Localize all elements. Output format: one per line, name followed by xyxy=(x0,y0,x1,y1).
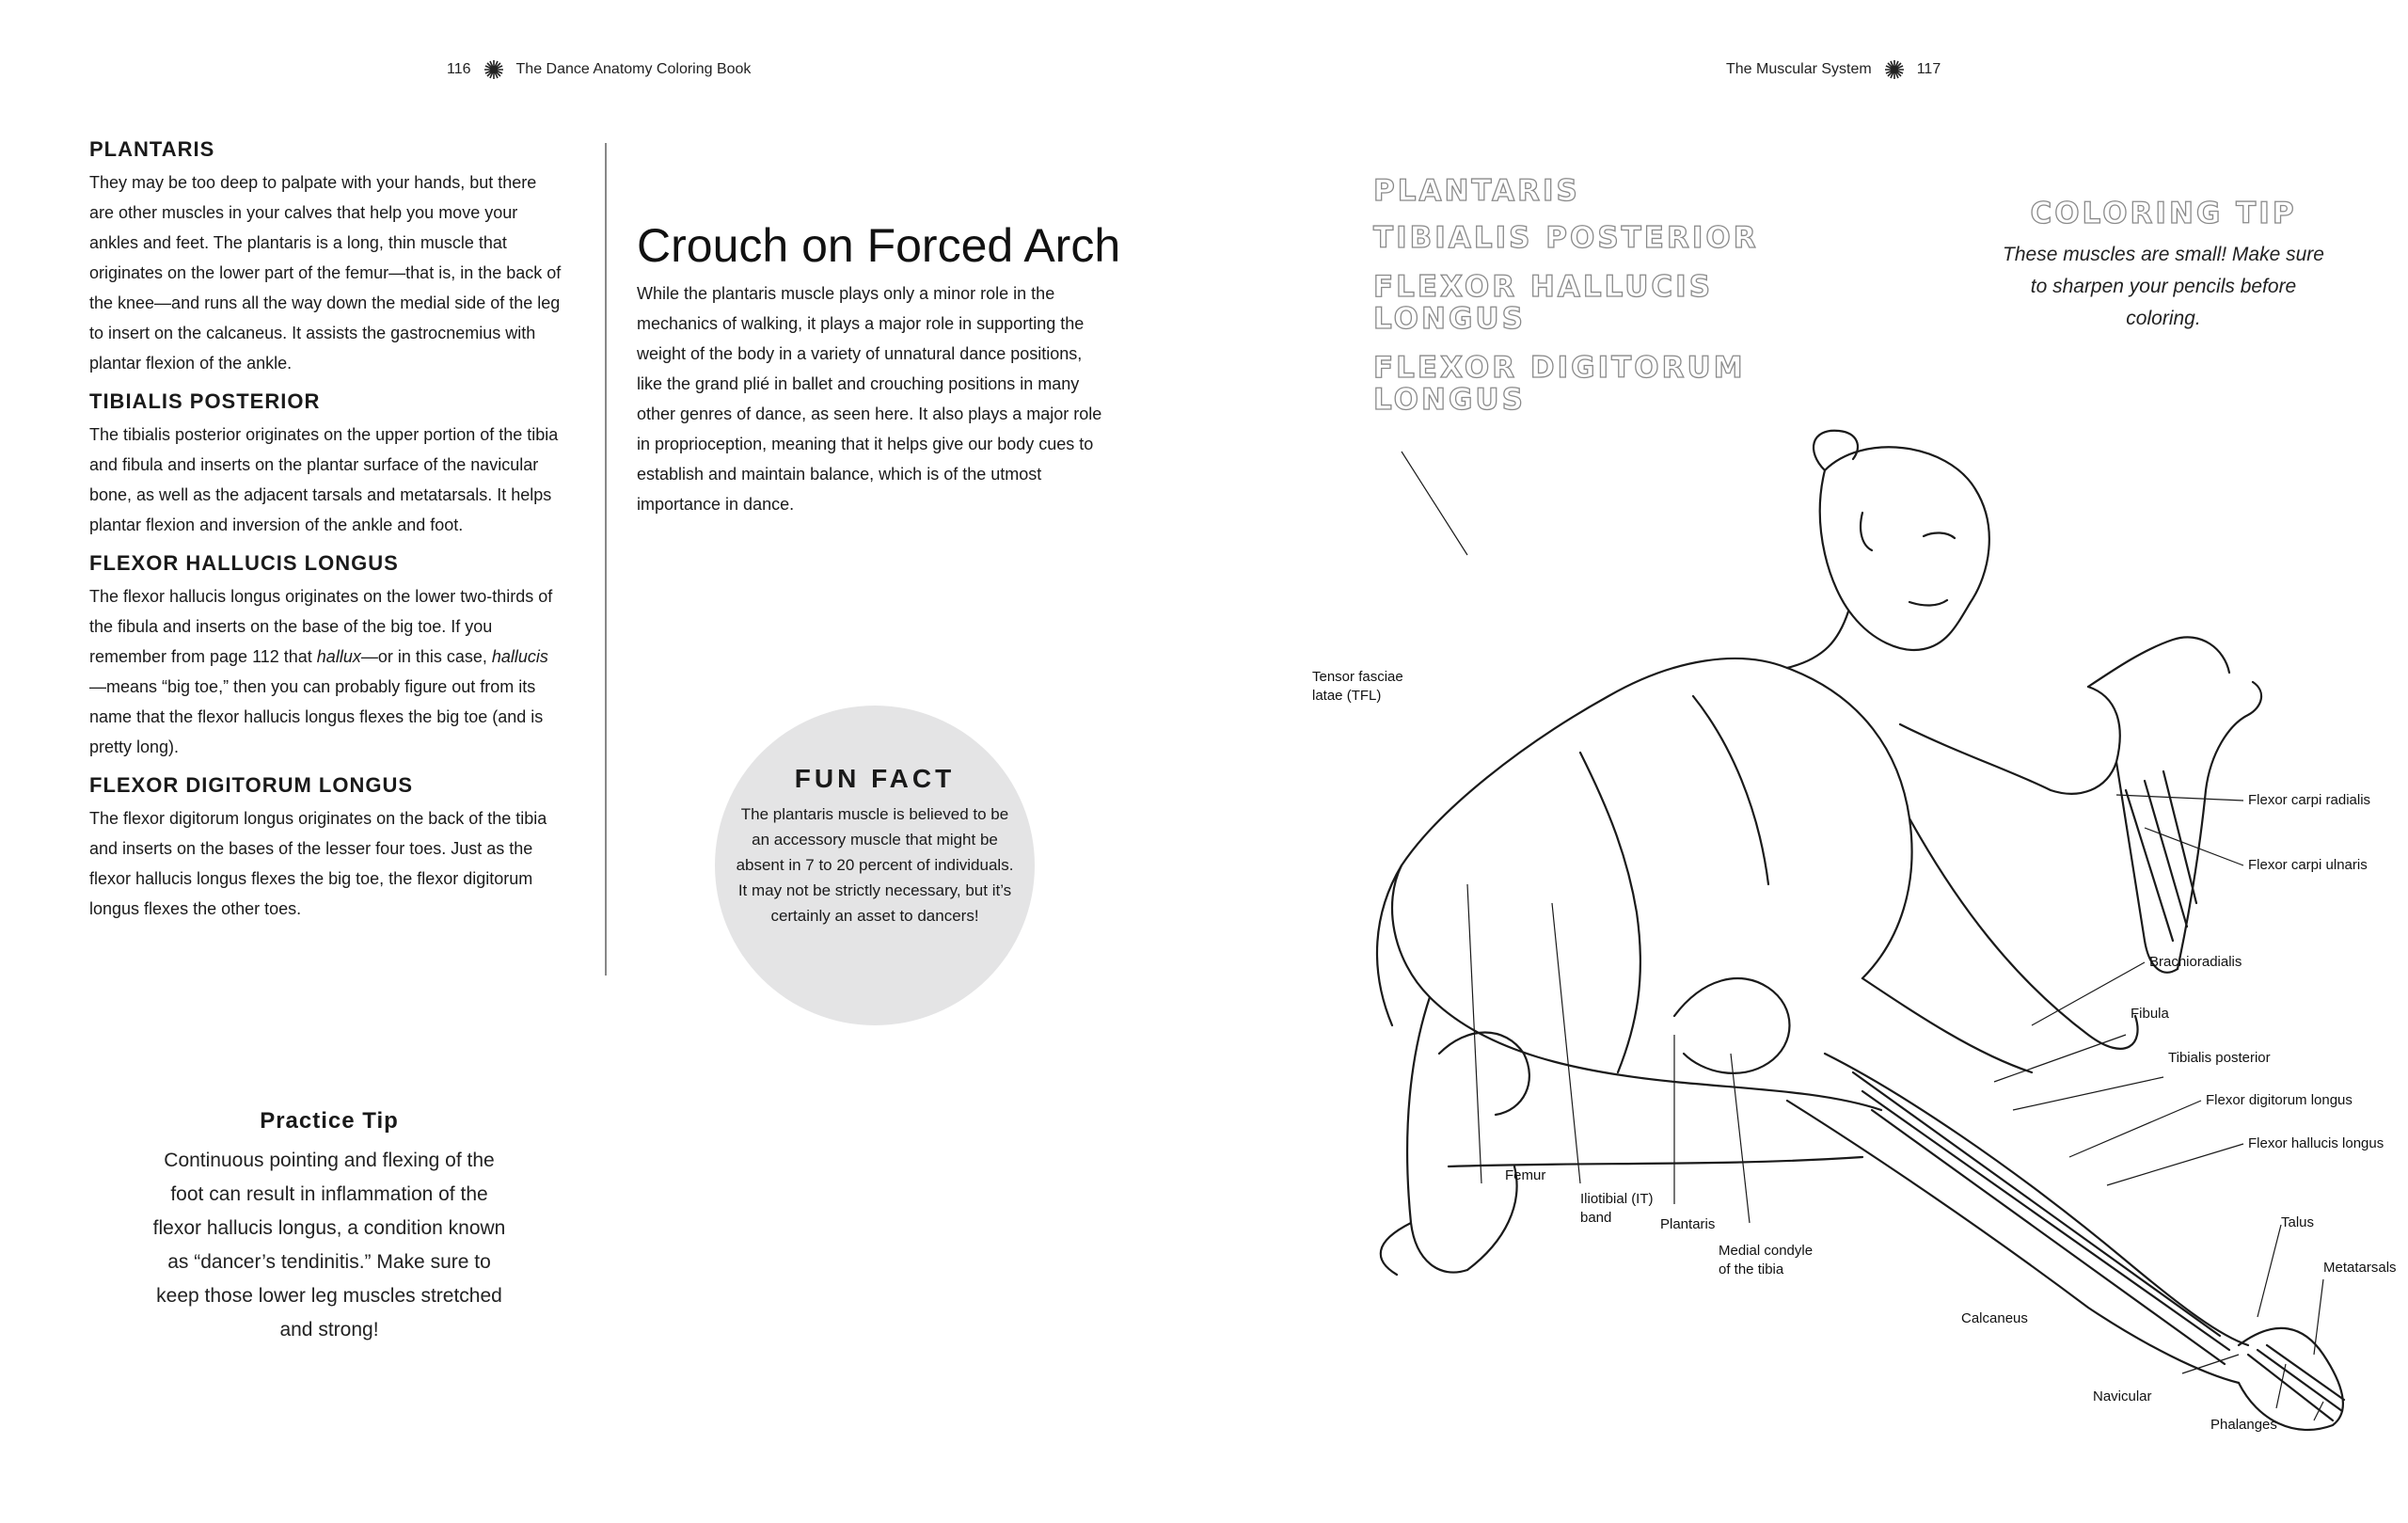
legend-flexor-digitorum-longus: FLEXOR DIGITORUM LONGUS xyxy=(1373,351,1746,417)
section-body-flexor-digitorum-longus: The flexor digitorum longus originates on the back of the tibia and inserts on the bases of the lesser four toes. Just as the flexor hallucis longus flexes the big toe, the flexor digitorum longus flexes the other toes. xyxy=(89,809,547,918)
chapter-title: The Muscular System xyxy=(1726,61,1872,77)
label-it-band: Iliotibial (IT) band xyxy=(1580,1191,1654,1226)
section-heading-flexor-digitorum-longus: FLEXOR DIGITORUM LONGUS xyxy=(89,773,414,797)
label-calcaneus: Calcaneus xyxy=(1961,1310,2028,1326)
label-navicular: Navicular xyxy=(2093,1388,2152,1404)
intro-paragraph: While the plantaris muscle plays only a minor role in the mechanics of walking, it plays a major role in supporting the weight of the body in a variety of unnatural dance positions, like the grand plié in ballet and crouching positions in many other genres of dance, as seen here. It also plays a major role in proprioception, meaning that it helps give our body cues to establish and maintain balance, which is of the utmost importance in dance. xyxy=(637,284,1102,514)
label-flexor-carpi-ulnaris: Flexor carpi ulnaris xyxy=(2248,857,2368,873)
label-metatarsals: Metatarsals xyxy=(2323,1260,2397,1276)
starburst-icon xyxy=(1885,60,1904,79)
fun-fact-body: The plantaris muscle is believed to be an accessory muscle that might be absent in 7 to 20 percent of individuals. It may not be strictly necessary, but it’s certainly an asset to dancers! xyxy=(736,805,1014,925)
label-brachioradialis: Brachioradialis xyxy=(2149,954,2242,970)
coloring-tip-body: These muscles are small! Make sure to sharpen your pencils before coloring. xyxy=(2003,244,2324,329)
legend-tibialis-posterior: TIBIALIS POSTERIOR xyxy=(1373,221,1759,255)
muscle-descriptions xyxy=(89,137,564,935)
label-flexor-hallucis-longus: Flexor hallucis longus xyxy=(2248,1135,2384,1151)
label-plantaris: Plantaris xyxy=(1660,1216,1716,1232)
column-divider xyxy=(605,143,607,976)
practice-tip-body: Continuous pointing and flexing of the foot can result in inflammation of the flexor hallucis longus, a condition known as “dancer’s tendinitis.” Make sure to keep those lower leg muscles stretched and strong! xyxy=(152,1150,506,1341)
book-title: The Dance Anatomy Coloring Book xyxy=(515,61,752,77)
label-flexor-digitorum-longus: Flexor digitorum longus xyxy=(2206,1092,2353,1108)
fun-fact-callout xyxy=(715,706,1035,1025)
label-tfl: Tensor fasciae latae (TFL) xyxy=(1312,669,1403,704)
section-heading-plantaris: PLANTARIS xyxy=(89,137,215,161)
section-body-tibialis-posterior: The tibialis posterior originates on the upper portion of the tibia and fibula and inserts on the plantar surface of the navicular bone, as well as the adjacent tarsals and metatarsals. It helps plantar flexion and inversion of the ankle and foot. xyxy=(89,425,559,534)
legend-plantaris: PLANTARIS xyxy=(1373,174,1580,208)
page-number-right: 117 xyxy=(1916,61,1941,77)
coloring-tip xyxy=(1994,198,2333,335)
label-phalanges: Phalanges xyxy=(2210,1417,2277,1433)
section-body-flexor-hallucis-longus: The flexor hallucis longus originates on the lower two-thirds of the fibula and inserts on the base of the big toe. If you remember from page 112 that hallux—or in this case, hallucis—means “big toe,” then you can probably figure out from its name that the flexor hallucis longus flexes the big toe (and is pretty long). xyxy=(89,587,553,756)
running-header-right xyxy=(1726,60,1941,79)
dancer-anatomy-illustration xyxy=(1298,414,2370,1449)
section-heading-flexor-hallucis-longus: FLEXOR HALLUCIS LONGUS xyxy=(89,551,399,575)
practice-tip-heading: Practice Tip xyxy=(260,1108,399,1134)
starburst-icon xyxy=(484,60,503,79)
page-title: Crouch on Forced Arch xyxy=(637,219,1121,272)
section-heading-tibialis-posterior: TIBIALIS POSTERIOR xyxy=(89,389,321,413)
fun-fact-heading: FUN FACT xyxy=(794,764,956,793)
label-flexor-carpi-radialis: Flexor carpi radialis xyxy=(2248,792,2371,808)
section-body-plantaris: They may be too deep to palpate with your hands, but there are other muscles in your calves that help you move your ankles and feet. The plantaris is a long, thin muscle that originates on the lower part of the femur—that is, in the back of the knee—and runs all the way down the medial side of the leg to insert on the calcaneus. It assists the gastrocnemius with plantar flexion of the ankle. xyxy=(89,173,562,373)
label-fibula: Fibula xyxy=(2131,1006,2169,1022)
label-tibialis-posterior: Tibialis posterior xyxy=(2168,1050,2271,1066)
practice-tip xyxy=(150,1108,508,1347)
page-number-left: 116 xyxy=(447,61,471,77)
label-talus: Talus xyxy=(2281,1214,2315,1230)
legend-flexor-hallucis-longus: FLEXOR HALLUCIS LONGUS xyxy=(1373,270,1714,336)
label-medial-condyle: Medial condyle of the tibia xyxy=(1719,1243,1814,1277)
coloring-tip-heading: COLORING TIP xyxy=(2030,197,2297,230)
label-femur: Femur xyxy=(1505,1167,1546,1183)
running-header-left xyxy=(447,60,751,79)
